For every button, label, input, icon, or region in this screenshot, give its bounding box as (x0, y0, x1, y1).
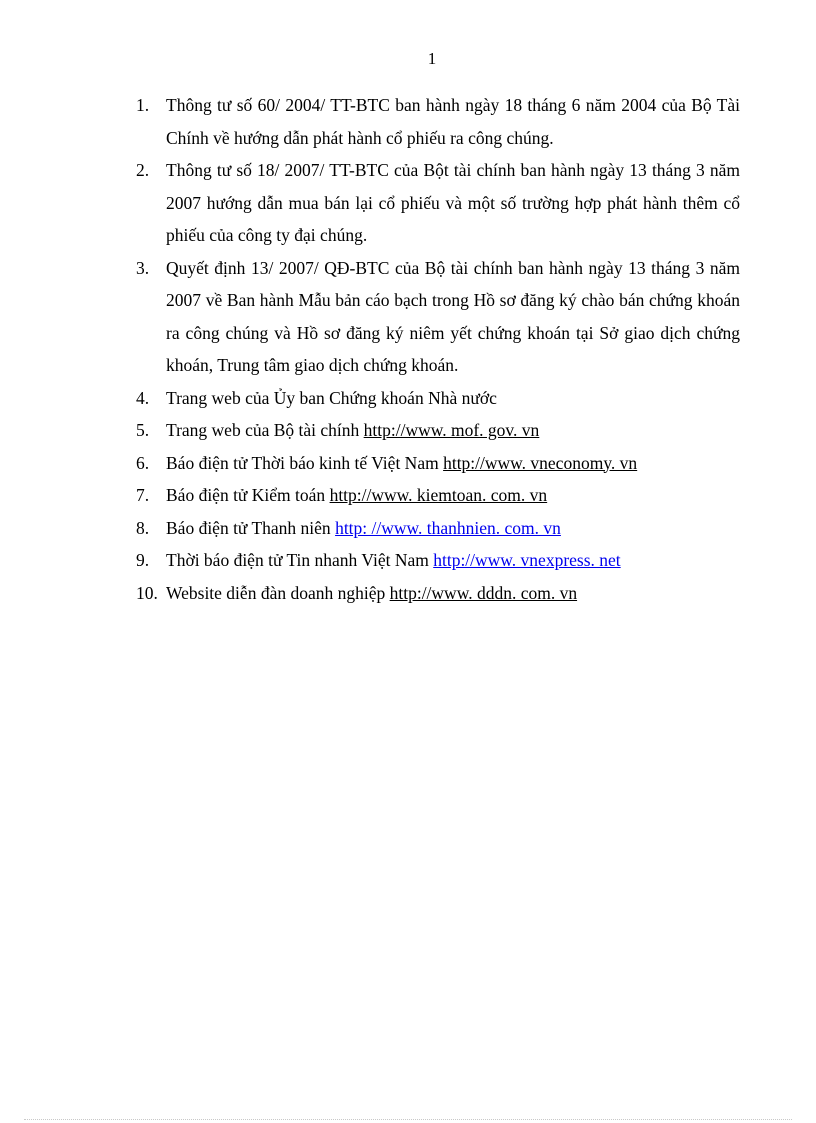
reference-item (136, 544, 740, 577)
page-bottom-divider (24, 1119, 792, 1120)
reference-number: 9. (136, 550, 150, 570)
reference-text: Trang web của Bộ tài chính (166, 420, 364, 440)
reference-number: 4. (136, 387, 150, 408)
reference-link[interactable]: http://www. vnexpress. net (433, 550, 621, 570)
reference-text: Website diễn đàn doanh nghiệp (166, 582, 390, 603)
reference-number: 10. (136, 582, 158, 603)
reference-text: Thông tư số 60/ 2004/ TT-BTC ban hành ngày 18 tháng 6 năm 2004 của Bộ Tài Chính về hướng dẫn phát hành cổ phiếu ra công chúng. (166, 95, 740, 148)
reference-number: 1. (136, 95, 150, 115)
reference-number: 6. (136, 452, 150, 473)
reference-link[interactable]: http://www. dddn. com. vn (389, 582, 578, 603)
reference-list (136, 89, 740, 609)
page-number: 1 (427, 49, 437, 68)
reference-item (136, 479, 740, 512)
reference-item (136, 414, 740, 447)
reference-item (136, 512, 740, 545)
reference-number: 2. (136, 160, 150, 180)
reference-link[interactable]: http://www. kiemtoan. com. vn (329, 485, 548, 505)
reference-item (136, 382, 740, 415)
reference-text: Báo điện tử Thanh niên (166, 517, 336, 538)
reference-link[interactable]: http://www. vneconomy. vn (443, 452, 638, 473)
reference-number: 8. (136, 517, 150, 538)
reference-number: 5. (136, 420, 150, 440)
reference-link[interactable]: http://www. mof. gov. vn (363, 420, 540, 440)
reference-text: Quyết định 13/ 2007/ QĐ-BTC của Bộ tài chính ban hành ngày 13 tháng 3 năm 2007 về Ban hành Mẫu bản cáo bạch trong Hồ sơ đăng ký chào bán chứng khoán ra công chúng và Hồ sơ đăng ký niêm yết chứng khoán tại Sở giao dịch chứng khoán, Trung tâm giao dịch chứng khoán. (166, 257, 740, 375)
reference-text: Thông tư số 18/ 2007/ TT-BTC của Bột tài chính ban hành ngày 13 tháng 3 năm 2007 hướng dẫn mua bán lại cổ phiếu và một số trường hợp phát hành thêm cổ phiếu của công ty đại chúng. (166, 160, 740, 245)
reference-text: Trang web của Ủy ban Chứng khoán Nhà nước (166, 387, 497, 408)
reference-item (136, 447, 740, 480)
reference-text: Thời báo điện tử Tin nhanh Việt Nam (166, 550, 434, 570)
reference-item (136, 252, 740, 382)
reference-text: Báo điện tử Kiểm toán (166, 485, 330, 505)
reference-number: 3. (136, 257, 150, 278)
reference-item (136, 577, 740, 610)
reference-item (136, 154, 740, 252)
reference-text: Báo điện tử Thời báo kinh tế Việt Nam (166, 452, 444, 473)
reference-number: 7. (136, 485, 150, 505)
reference-link[interactable]: http: //www. thanhnien. com. vn (335, 517, 561, 538)
reference-item (136, 89, 740, 154)
